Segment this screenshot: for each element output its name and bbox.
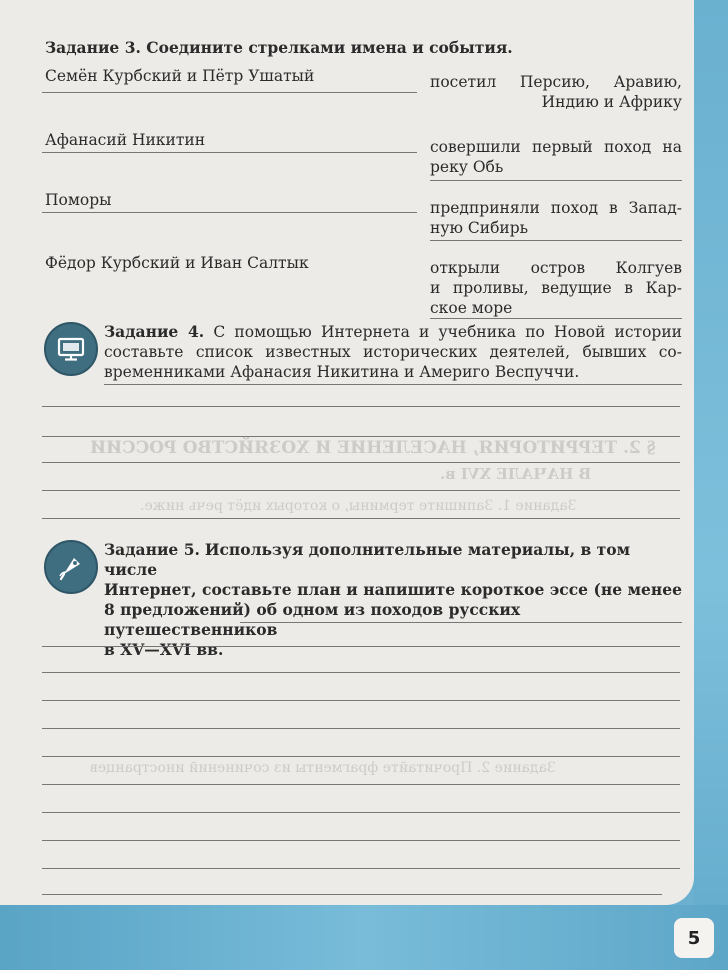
answer-line[interactable] xyxy=(104,384,682,385)
answer-line[interactable] xyxy=(42,812,680,813)
answer-line[interactable] xyxy=(42,728,680,729)
task3-right-item-4: открыли остров Колгуев и проливы, ведущие в Кар- ское море xyxy=(430,259,682,317)
page-number: 5 xyxy=(674,918,714,958)
answer-line[interactable] xyxy=(42,436,680,437)
task3-separator-line xyxy=(42,212,417,213)
answer-line[interactable] xyxy=(42,672,680,673)
task3-separator-line xyxy=(430,318,682,319)
background-bottom-strip xyxy=(0,905,728,970)
task3-separator-line xyxy=(42,92,417,93)
answer-line[interactable] xyxy=(42,406,680,407)
answer-line[interactable] xyxy=(42,646,680,647)
task3-right-item-1: посетил Персию, Аравию, Индию и Африку xyxy=(430,73,682,111)
answer-line[interactable] xyxy=(42,462,680,463)
show-through-subheading: В НАЧАЛЕ XVI в. xyxy=(440,465,592,483)
task5-text: Задание 5. Используя дополнительные материалы, в том числе Интернет, составьте план и напишите короткое эссе (не менее 8 предложений) об одном из походов русских путешественников в XV—XVI вв. xyxy=(104,540,682,659)
task3-right-item-2: совершили первый поход на реку Обь xyxy=(430,138,682,176)
task3-left-item-2: Афанасий Никитин xyxy=(45,131,206,149)
task3-left-item-3: Поморы xyxy=(45,191,112,209)
answer-line[interactable] xyxy=(42,490,680,491)
answer-line[interactable] xyxy=(240,622,682,623)
answer-line[interactable] xyxy=(42,894,662,895)
answer-line[interactable] xyxy=(42,700,680,701)
answer-line[interactable] xyxy=(42,840,680,841)
task3-title: Задание 3. Соедините стрелками имена и события. xyxy=(45,38,513,57)
task3-separator-line xyxy=(42,152,417,153)
task3-left-item-1: Семён Курбский и Пётр Ушатый xyxy=(45,67,315,85)
task3-right-item-3: предприняли поход в Запад- ную Сибирь xyxy=(430,199,682,237)
answer-line[interactable] xyxy=(42,518,680,519)
show-through-task1: Задание 1. Запишите термины, о которых идёт речь ниже. xyxy=(140,498,577,514)
answer-line[interactable] xyxy=(42,756,680,757)
task4-text: Задание 4. С помощью Интернета и учебника по Новой истории составьте список известных исторических деятелей, бывших со- временниками Афанасия Никитина и Америго Веспуччи. xyxy=(104,322,682,381)
background-right-strip xyxy=(694,0,728,970)
answer-line[interactable] xyxy=(42,868,680,869)
task3-separator-line xyxy=(430,180,682,181)
computer-icon xyxy=(44,322,98,376)
show-through-task2: Задание 2. Прочитайте фрагменты из сочинений иностранцев xyxy=(90,760,556,776)
show-through-heading: § 2. ТЕРРИТОРИЯ, НАСЕЛЕНИЕ И ХОЗЯЙСТВО РОССИИ xyxy=(90,438,656,458)
task3-left-item-4: Фёдор Курбский и Иван Салтык xyxy=(45,254,309,272)
answer-line[interactable] xyxy=(42,784,680,785)
task3-separator-line xyxy=(430,240,682,241)
pen-nib-icon xyxy=(44,540,98,594)
